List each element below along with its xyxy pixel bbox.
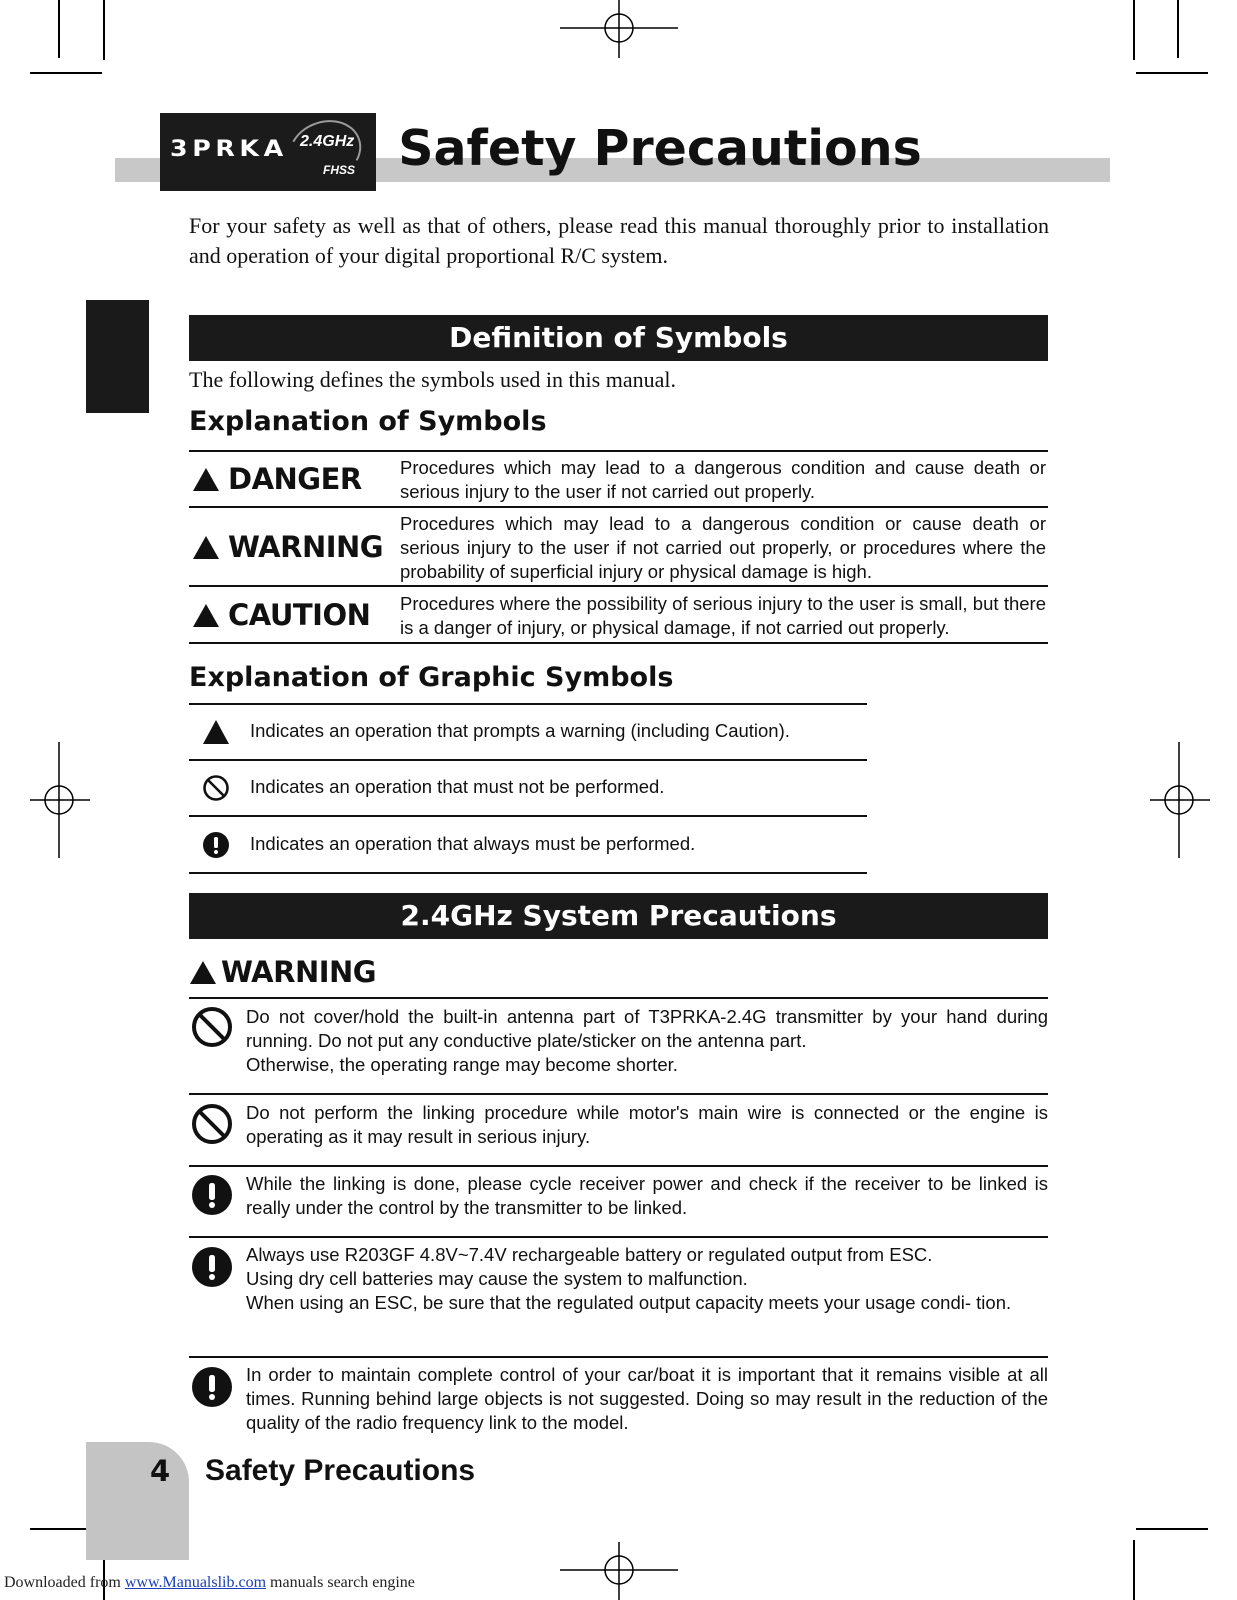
divider xyxy=(189,1356,1048,1358)
precaution-text: Do not perform the linking procedure while motor's main wire is connected or the engine is operating as it may result in serious injury. xyxy=(246,1102,1048,1147)
registration-mark xyxy=(30,742,90,858)
logo-swoosh-icon xyxy=(280,110,370,192)
graphic-description: Indicates an operation that prompts a warning (including Caution). xyxy=(250,720,790,741)
symbol-description: Procedures where the possibility of serious injury to the user is small, but there is a danger of injury, or physical damage, if not carried out properly. xyxy=(400,593,1046,638)
warning-triangle-icon xyxy=(192,468,220,491)
warning-triangle-icon xyxy=(192,536,220,559)
footer-tab xyxy=(86,1442,189,1560)
crop-mark xyxy=(1133,1540,1135,1600)
warning-label: WARNING xyxy=(221,955,377,989)
precaution-text: When using an ESC, be sure that the regulated output capacity meets your usage condi- tion. xyxy=(246,1292,1012,1313)
symbol-label: WARNING xyxy=(228,530,384,564)
download-prefix: Downloaded from xyxy=(4,1574,121,1591)
footer-title: Safety Precautions xyxy=(205,1454,476,1487)
logo-model: 3PRKA xyxy=(170,137,288,162)
symbol-description: Procedures which may lead to a dangerous condition or cause death or serious injury to the user if not carried out properly, or procedures where the probability of superficial injury or physical damage is high. xyxy=(400,513,1046,582)
precaution-text: Using dry cell batteries may cause the system to malfunction. xyxy=(246,1268,748,1289)
download-suffix: manuals search engine xyxy=(266,1574,415,1591)
precaution-text: In order to maintain complete control of your car/boat it is important that it remains visible at all times. Running behind large objects is not suggested. Doing so may result in the reduction of the quality of the radio frequency link to the model. xyxy=(246,1364,1048,1433)
divider xyxy=(189,1093,1048,1095)
product-logo xyxy=(160,113,376,191)
divider xyxy=(189,759,867,761)
symbol-caution xyxy=(192,598,370,632)
symbol-label: DANGER xyxy=(228,462,362,496)
crop-mark xyxy=(30,72,102,74)
precaution-text: While the linking is done, please cycle receiver power and check if the receiver to be linked is really under the control by the transmitter to be linked. xyxy=(246,1173,1048,1218)
symbol-warning xyxy=(192,530,383,564)
registration-mark xyxy=(560,1542,678,1600)
side-tab xyxy=(86,300,149,413)
definition-text: The following defines the symbols used in this manual. xyxy=(189,367,676,392)
graphic-description: Indicates an operation that always must be performed. xyxy=(250,833,696,854)
precaution-text: Always use R203GF 4.8V~7.4V rechargeable battery or regulated output from ESC. xyxy=(246,1244,933,1265)
download-link[interactable]: www.Manualslib.com xyxy=(124,1574,267,1591)
registration-mark xyxy=(1150,742,1210,858)
warning-triangle-icon xyxy=(189,961,217,984)
mandatory-icon xyxy=(190,1365,234,1409)
warning-triangle-icon xyxy=(192,604,220,627)
divider xyxy=(189,642,1048,644)
divider xyxy=(189,585,1048,587)
divider xyxy=(189,815,867,817)
precaution-item xyxy=(246,1172,1048,1220)
precaution-text: Do not cover/hold the built-in antenna part of T3PRKA-2.4G transmitter by your hand during running. Do not put any conductive plate/sticker on the antenna part. xyxy=(246,1006,1048,1051)
logo-fhss: FHSS xyxy=(323,163,356,177)
precaution-item xyxy=(246,1243,1048,1315)
logo-frequency: 2.4GHz xyxy=(300,133,355,150)
section-bar-system: 2.4GHz System Precautions xyxy=(189,893,1048,939)
symbol-label: CAUTION xyxy=(228,598,371,632)
download-credit xyxy=(4,1574,415,1592)
precaution-item xyxy=(246,1363,1048,1435)
symbol-description: Procedures which may lead to a dangerous condition and cause death or serious injury to the user if not carried out properly. xyxy=(400,457,1046,502)
warning-triangle-icon xyxy=(200,716,232,748)
divider xyxy=(189,703,867,705)
section-bar-definition: Definition of Symbols xyxy=(189,315,1048,361)
prohibited-icon xyxy=(190,1005,234,1049)
crop-mark xyxy=(58,0,60,58)
precaution-item xyxy=(246,1005,1048,1077)
crop-mark xyxy=(1133,0,1135,60)
graphic-symbols-heading: Explanation of Graphic Symbols xyxy=(189,662,674,693)
crop-mark xyxy=(1177,0,1179,58)
divider xyxy=(189,997,1048,999)
page-number: 4 xyxy=(150,1454,171,1488)
precaution-item xyxy=(246,1101,1048,1149)
divider xyxy=(189,506,1048,508)
prohibited-icon xyxy=(200,772,232,804)
crop-mark xyxy=(1136,1528,1208,1530)
mandatory-icon xyxy=(190,1173,234,1217)
precaution-text: Otherwise, the operating range may become shorter. xyxy=(246,1054,678,1075)
system-warning-label xyxy=(189,955,376,989)
crop-mark xyxy=(103,0,105,60)
symbols-heading: Explanation of Symbols xyxy=(189,406,547,437)
symbol-danger xyxy=(192,462,362,496)
divider xyxy=(189,872,867,874)
graphic-description: Indicates an operation that must not be performed. xyxy=(250,776,665,797)
prohibited-icon xyxy=(190,1102,234,1146)
divider xyxy=(189,450,1048,452)
crop-mark xyxy=(1136,72,1208,74)
divider xyxy=(189,1165,1048,1167)
registration-mark xyxy=(560,0,678,58)
mandatory-icon xyxy=(190,1245,234,1289)
divider xyxy=(189,1236,1048,1238)
page-title: Safety Precautions xyxy=(398,120,922,177)
intro-paragraph: For your safety as well as that of others, please read this manual thoroughly prior to installation and operation of your digital proportional R/C system. xyxy=(189,213,1049,268)
mandatory-icon xyxy=(200,829,232,861)
